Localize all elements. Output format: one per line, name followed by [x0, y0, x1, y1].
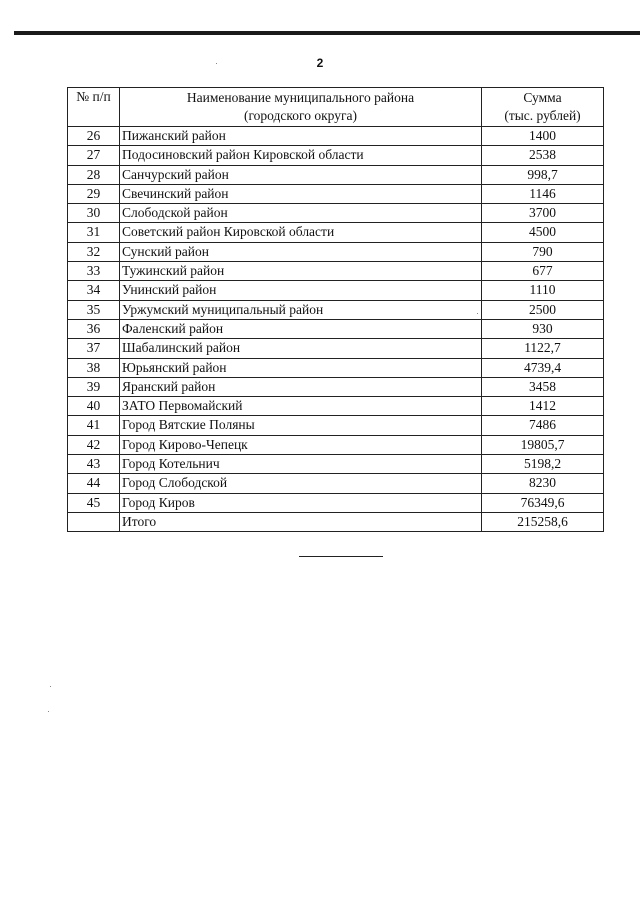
- row-name: Город Киров: [120, 493, 482, 512]
- table-row: [68, 184, 604, 203]
- row-name: Юрьянский район: [120, 358, 482, 377]
- scan-speck: [50, 686, 51, 687]
- row-sum: 998,7: [482, 165, 604, 184]
- table-row: [68, 455, 604, 474]
- top-border-rule: [14, 31, 640, 35]
- row-sum: 2538: [482, 146, 604, 165]
- row-name: Яранский район: [120, 377, 482, 396]
- row-sum: 677: [482, 262, 604, 281]
- table-row: [68, 127, 604, 146]
- row-number: 43: [68, 455, 120, 474]
- row-name: Подосиновский район Кировской области: [120, 146, 482, 165]
- row-sum: 7486: [482, 416, 604, 435]
- row-number: 28: [68, 165, 120, 184]
- row-number: 42: [68, 435, 120, 454]
- row-sum: 790: [482, 242, 604, 261]
- header-name-line2: (городского округа): [243, 108, 358, 123]
- total-label: Итого: [120, 512, 482, 531]
- row-sum: 1110: [482, 281, 604, 300]
- table-row: [68, 204, 604, 223]
- table-row: [68, 262, 604, 281]
- row-number: 30: [68, 204, 120, 223]
- row-number: 31: [68, 223, 120, 242]
- row-number: 37: [68, 339, 120, 358]
- table-row: [68, 416, 604, 435]
- row-number: 27: [68, 146, 120, 165]
- table-row: [68, 165, 604, 184]
- row-name: Свечинский район: [120, 184, 482, 203]
- row-number: 40: [68, 397, 120, 416]
- row-sum: 19805,7: [482, 435, 604, 454]
- row-sum: 4500: [482, 223, 604, 242]
- row-sum: 4739,4: [482, 358, 604, 377]
- row-sum: 5198,2: [482, 455, 604, 474]
- table-row: [68, 493, 604, 512]
- closing-rule: [299, 556, 383, 557]
- row-number: 44: [68, 474, 120, 493]
- scan-speck: [477, 313, 478, 314]
- row-number: 39: [68, 377, 120, 396]
- row-name: Тужинский район: [120, 262, 482, 281]
- row-number: 35: [68, 300, 120, 319]
- row-sum: 1122,7: [482, 339, 604, 358]
- header-number: № п/п: [68, 88, 120, 127]
- header-sum: [482, 88, 604, 127]
- row-number: 32: [68, 242, 120, 261]
- table-row: [68, 474, 604, 493]
- row-name: Слободской район: [120, 204, 482, 223]
- table-row: [68, 358, 604, 377]
- row-sum: 8230: [482, 474, 604, 493]
- row-sum: 930: [482, 319, 604, 338]
- row-name: Уржумский муниципальный район: [120, 300, 482, 319]
- row-name: Санчурский район: [120, 165, 482, 184]
- row-name: Город Котельнич: [120, 455, 482, 474]
- table-row: [68, 242, 604, 261]
- table-row: [68, 377, 604, 396]
- total-row: [68, 512, 604, 531]
- row-name: ЗАТО Первомайский: [120, 397, 482, 416]
- row-number: 45: [68, 493, 120, 512]
- page-number: 2: [316, 56, 324, 70]
- row-name: Город Слободской: [120, 474, 482, 493]
- row-number: 41: [68, 416, 120, 435]
- scan-speck: [216, 63, 217, 64]
- row-name: Город Кирово-Чепецк: [120, 435, 482, 454]
- table-row: [68, 223, 604, 242]
- row-number: 29: [68, 184, 120, 203]
- header-name: [120, 88, 482, 127]
- row-name: Фаленский район: [120, 319, 482, 338]
- row-sum: 3458: [482, 377, 604, 396]
- row-name: Пижанский район: [120, 127, 482, 146]
- header-sum-line2: (тыс. рублей): [504, 108, 581, 123]
- total-number: [68, 512, 120, 531]
- row-number: 36: [68, 319, 120, 338]
- row-sum: 1400: [482, 127, 604, 146]
- table-row: [68, 146, 604, 165]
- table-row: [68, 281, 604, 300]
- row-name: Советский район Кировской области: [120, 223, 482, 242]
- scan-speck: [48, 711, 49, 712]
- table-row: [68, 300, 604, 319]
- row-number: 33: [68, 262, 120, 281]
- row-number: 34: [68, 281, 120, 300]
- header-name-line1: Наименование муниципального района: [186, 90, 415, 105]
- table-row: [68, 319, 604, 338]
- row-name: Сунский район: [120, 242, 482, 261]
- row-number: 26: [68, 127, 120, 146]
- row-sum: 3700: [482, 204, 604, 223]
- row-number: 38: [68, 358, 120, 377]
- allocation-table: [67, 87, 604, 532]
- total-sum: 215258,6: [482, 512, 604, 531]
- table-header-row: [68, 88, 604, 127]
- table-body: [68, 127, 604, 513]
- row-sum: 2500: [482, 300, 604, 319]
- row-sum: 1412: [482, 397, 604, 416]
- row-name: Город Вятские Поляны: [120, 416, 482, 435]
- row-name: Шабалинский район: [120, 339, 482, 358]
- row-sum: 1146: [482, 184, 604, 203]
- header-sum-line1: Сумма: [523, 90, 562, 105]
- table-row: [68, 397, 604, 416]
- table-row: [68, 339, 604, 358]
- row-sum: 76349,6: [482, 493, 604, 512]
- table-row: [68, 435, 604, 454]
- row-name: Унинский район: [120, 281, 482, 300]
